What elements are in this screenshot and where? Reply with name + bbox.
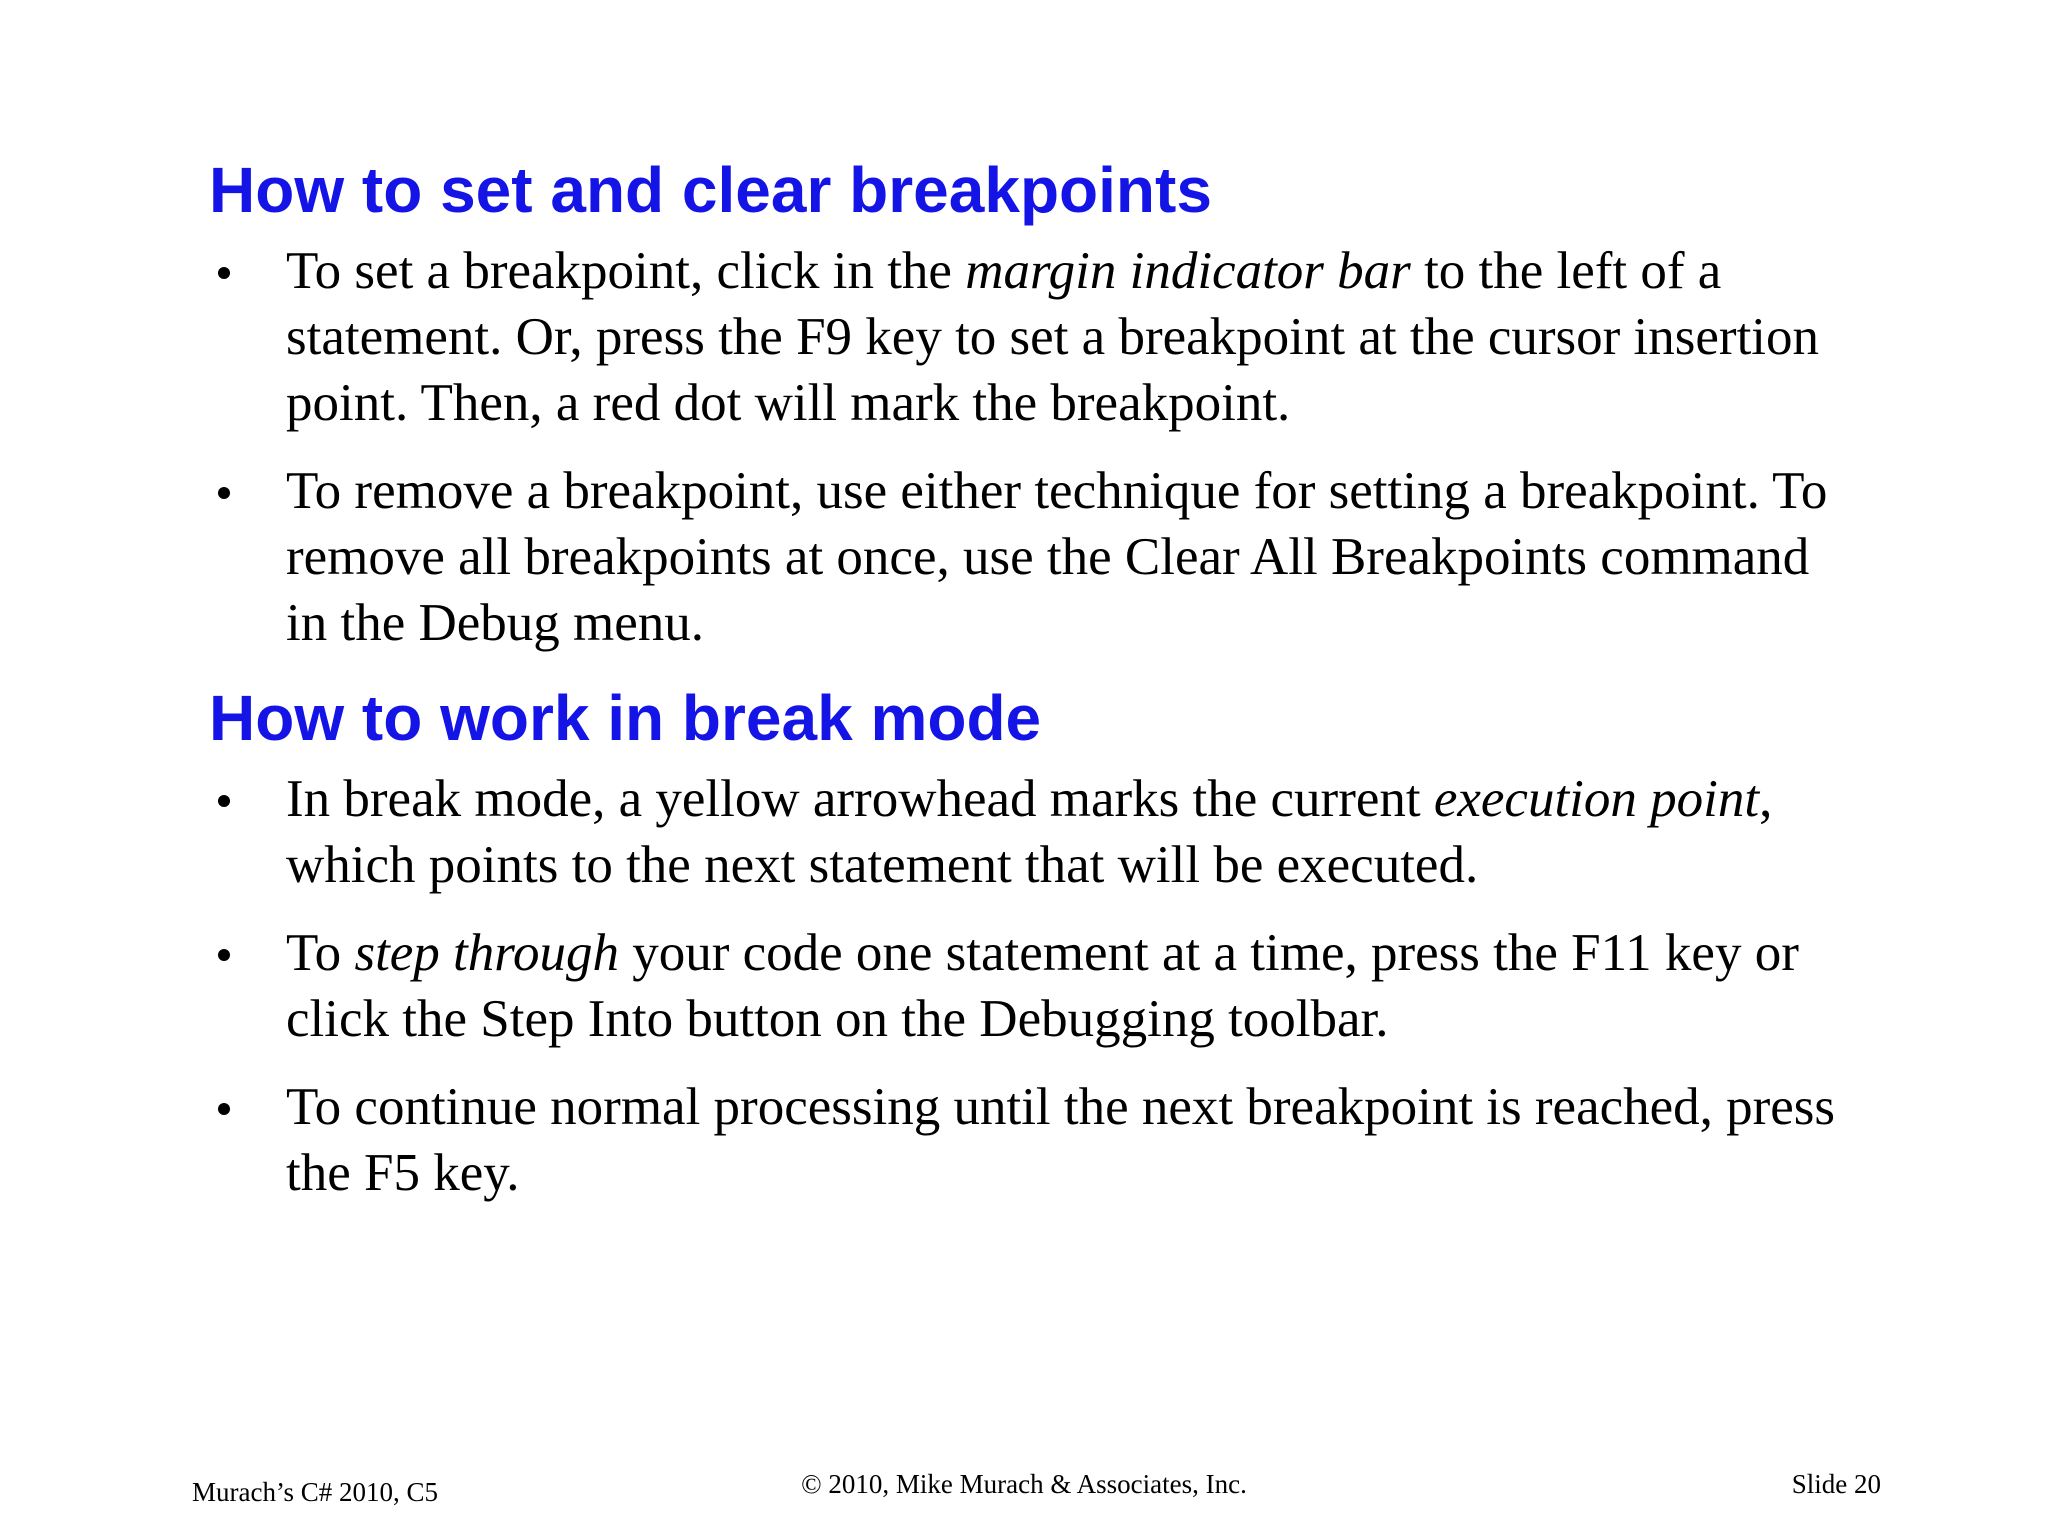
- bullet-text-emphasis: step through: [354, 924, 619, 982]
- bullet-icon: [209, 1074, 239, 1140]
- bullet-text-segment: To remove a breakpoint, use either technique for setting a breakpoint. To remove all breakpoints at once, use the Clear All Breakpoints command in the Debug menu.: [286, 462, 1828, 652]
- section-break-mode: [209, 678, 1849, 1206]
- bullet-text-segment: To continue normal processing until the next breakpoint is reached, press the F5 key.: [286, 1078, 1836, 1202]
- bullet-list: [209, 766, 1849, 1206]
- bullet-item: [209, 238, 1849, 436]
- bullet-text-segment: To set a breakpoint, click in the: [286, 242, 966, 300]
- bullet-text-segment: To: [286, 924, 355, 982]
- section-title: How to set and clear breakpoints: [209, 154, 1212, 226]
- bullet-text-emphasis: margin indicator bar: [965, 242, 1411, 300]
- bullet-text-segment: In break mode, a yellow arrowhead marks the current: [286, 770, 1434, 828]
- bullet-item: [209, 920, 1849, 1052]
- footer-slide-number: Slide 20: [1791, 1469, 1881, 1499]
- slide-content: [209, 150, 1849, 1228]
- bullet-text-segment: to the left of a statement. Or, press the F9 key to set a breakpoint at the cursor insertion point. Then, a red dot will mark the breakpoint.: [286, 242, 1820, 432]
- bullet-icon: [209, 458, 239, 524]
- section-title: How to work in break mode: [209, 682, 1042, 754]
- bullet-text-emphasis: execution point: [1433, 770, 1760, 828]
- bullet-item: [209, 766, 1849, 898]
- section-breakpoints: [209, 150, 1849, 656]
- bullet-icon: [209, 238, 239, 304]
- bullet-item: [209, 458, 1849, 656]
- bullet-item: [209, 1074, 1849, 1206]
- bullet-icon: [209, 766, 239, 832]
- footer-course-label: Murach’s C# 2010, C5: [192, 1477, 438, 1507]
- footer-copyright: © 2010, Mike Murach & Associates, Inc.: [801, 1469, 1247, 1499]
- bullet-text-segment: your code one statement at a time, press the F11 key or click the Step Into button on the Debugging toolbar.: [286, 924, 1799, 1048]
- bullet-text-segment: , which points to the next statement that will be executed.: [286, 770, 1773, 894]
- bullet-list: [209, 238, 1849, 656]
- bullet-icon: [209, 920, 239, 986]
